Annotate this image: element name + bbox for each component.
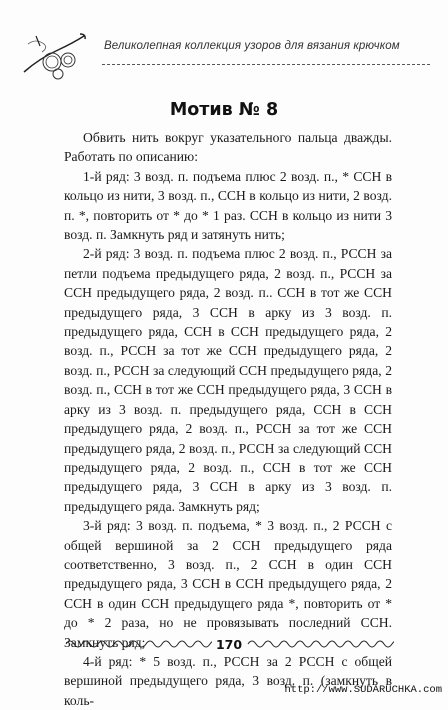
- paragraph-intro: Обвить нить вокруг указательного пальца дважды. Работать по описанию:: [64, 130, 392, 165]
- page-title: Мотив № 8: [169, 100, 279, 120]
- header-divider: [102, 64, 430, 65]
- paragraph-row-2: 2-й ряд: 3 возд. п. подъема плюс 2 возд. п., РССН за петли подъема предыдущего ряда, 2 возд. п., РССН за ССН предыдущего ряда, 2 возд. п.. ССН в тот же ССН предыдущего ряда, 3 ССН в арку из 3 возд. п. предыдущего ряда, ССН в ССН предыдущего ряда, 2 возд. п., РССН за тот же ССН предыдущего ряда, 2 возд. п., РССН за следующий ССН предыдущего ряда, 2 возд. п., ССН в тот же ССН предыдущего ряда, 3 ССН в арку из 3 возд. п. предыдущего ряда, ССН в ССН предыдущего ряда, 2 возд. п., РССН за тот же ССН предыдущего ряда, 2 возд. п., РССН за следующий ССН предыдущего ряда, 2 возд. п., ССН в тот же ССН предыдущего ряда, 3 ССН в арку из 3 возд. п. предыдущего ряда. Замкнуть ряд;: [64, 246, 392, 514]
- series-title: Великолепная коллекция узоров для вязания крючком: [104, 40, 400, 52]
- crochet-hook-yarn-icon: [18, 32, 88, 80]
- paragraph-row-4: 4-й ряд: * 5 возд. п., РССН за 2 РССН с общей вершиной предыдущего ряда, 3 возд. п. (замкнуть в коль-: [64, 653, 392, 708]
- page-header: [18, 32, 430, 80]
- watermark-url: http://www.SUDARUCHKA.com: [284, 684, 442, 696]
- paragraph-row-3: 3-й ряд: 3 возд. п. подъема, * 3 возд. п., 2 РССН с общей вершиной за 2 ССН предыдущего ряда соответственно, 3 возд. п., 2 ССН в один ССН предыдущего ряда, 3 ССН в ССН предыдущего ряда, 2 ССН в один ССН предыдущего ряда *, повторить от * до * 2 раза, но не провязывать последний ССН. Замкнуть ряд;: [64, 518, 392, 650]
- page-number: 170: [215, 636, 243, 652]
- page-footer: [64, 634, 394, 654]
- paragraph-row-1: 1-й ряд: 3 возд. п. подъема плюс 2 возд. п., * ССН в кольцо из нити, 3 возд. п., ССН в кольцо из нити, 2 возд. п. *, повторить от * до * 1 раз. ССН в кольцо из нити 3 возд. п. Замкнуть ряд и затянуть нить;: [64, 168, 392, 243]
- motif-description: [64, 128, 392, 710]
- butterfly-border-icon: [64, 637, 212, 651]
- butterfly-border-icon: [246, 637, 394, 651]
